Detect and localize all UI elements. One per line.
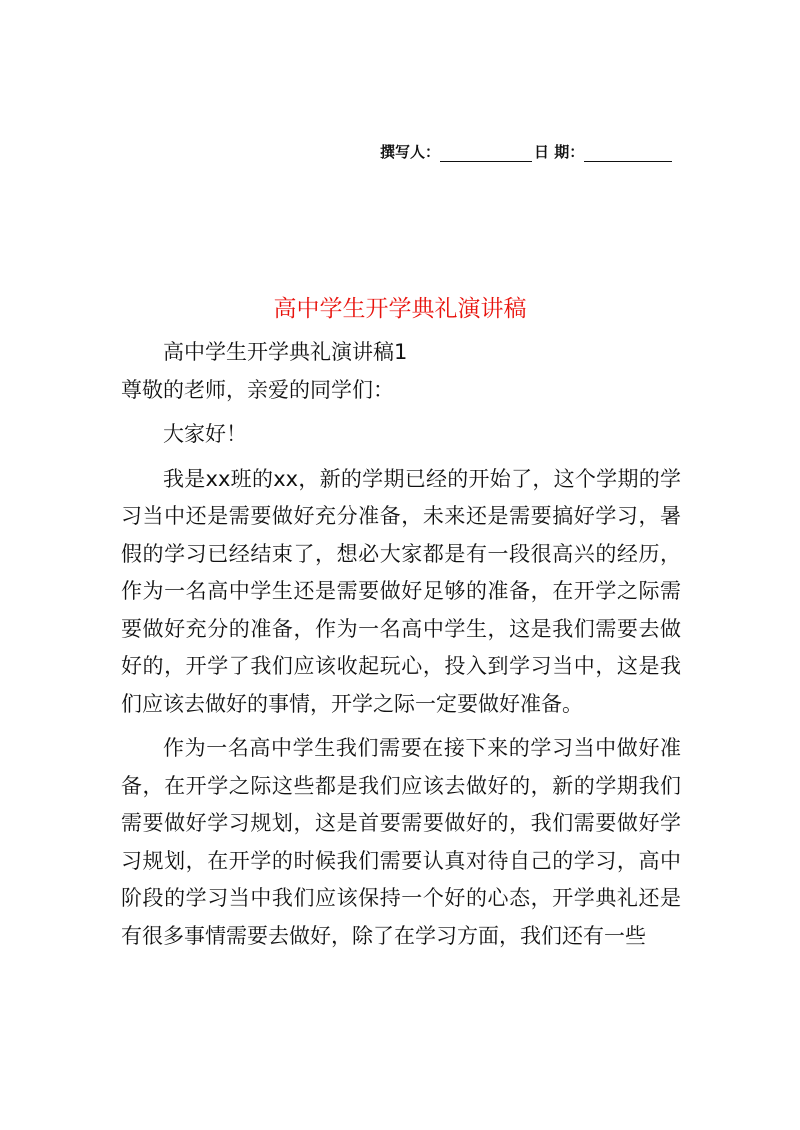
author-label: 撰写人：: [380, 143, 441, 161]
paragraph-2: 作为一名高中学生我们需要在接下来的学习当中做好准备，在开学之际这些都是我们应该去做好的，新的学期我们需要做好学习规划，这是首要需要做好的，我们需要做好学习规划，在开学的时候我们需要认真对待自己的学习，高中阶段的学习当中我们应该保持一个好的心态，开学典礼还是有很多事情需要去做好，除了在学习方面，我们还有一些: [121, 736, 681, 948]
speech-subtitle: 高中学生开学典礼演讲稿1: [163, 340, 408, 364]
date-blank: [584, 145, 672, 162]
document-title: 高中学生开学典礼演讲稿: [273, 296, 527, 322]
date-label: 日 期：: [534, 143, 585, 161]
document-body: [121, 334, 681, 955]
greeting: 大家好！: [163, 422, 247, 446]
paragraph-1: 我是xx班的xx，新的学期已经的开始了，这个学期的学习当中还是需要做好充分准备，未来还是需要搞好学习，暑假的学习已经结束了，想必大家都是有一段很高兴的经历，作为一名高中学生还是需要做好足够的准备，在开学之际需要做好充分的准备，作为一名高中学生，这是我们需要去做好的，开学了我们应该收起玩心，投入到学习当中，这是我们应该去做好的事情，开学之际一定要做好准备。: [121, 466, 681, 716]
author-blank: [440, 145, 532, 162]
author-date-line: [380, 138, 680, 162]
salutation: 尊敬的老师，亲爱的同学们：: [121, 377, 394, 402]
